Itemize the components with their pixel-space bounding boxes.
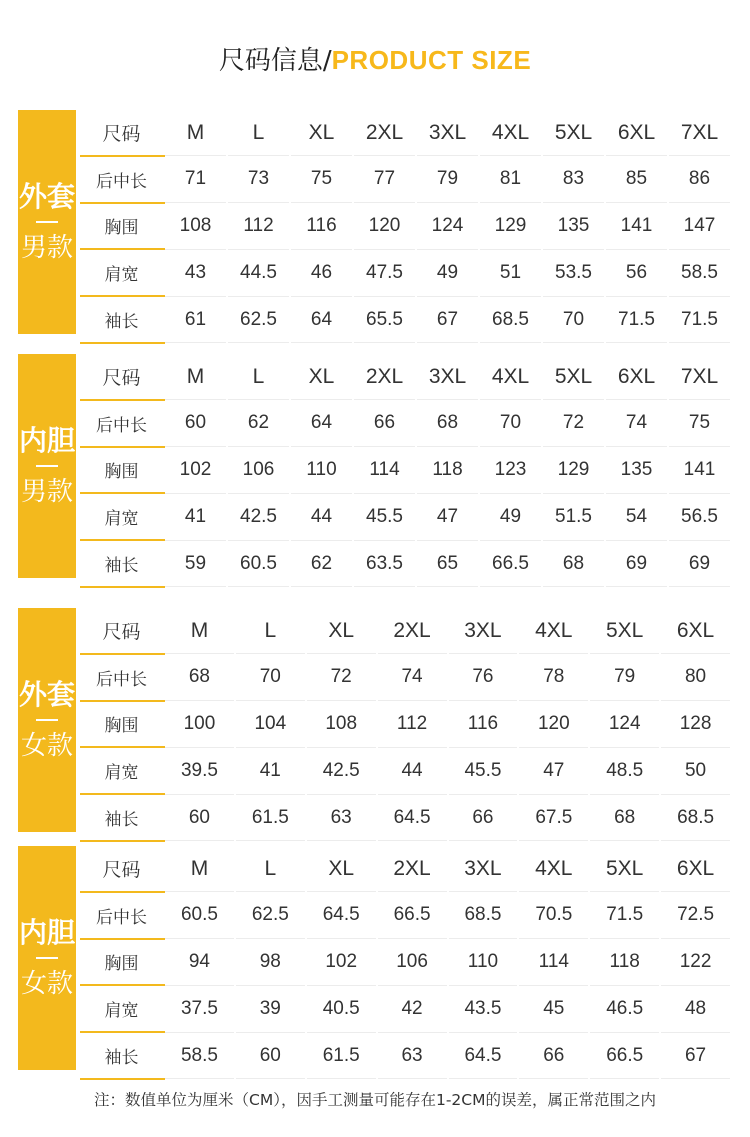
size-header-cell: XL (306, 608, 377, 654)
measurement-cell: 44 (290, 493, 353, 540)
table-header-row (80, 846, 731, 892)
measurement-cell: 76 (448, 654, 519, 701)
title-cn: 尺码信息/ (218, 46, 332, 76)
measurement-cell: 62.5 (235, 892, 306, 939)
measurement-cell: 44 (377, 747, 448, 794)
measurement-cell: 85 (605, 156, 668, 203)
label-dash (36, 957, 58, 959)
table-header-row (80, 608, 731, 654)
size-header-cell: 4XL (518, 846, 589, 892)
page-title (0, 42, 750, 79)
measurement-cell: 63 (377, 1032, 448, 1079)
measurement-cell: 48.5 (589, 747, 660, 794)
measurement-cell: 45 (518, 985, 589, 1032)
size-table (80, 110, 732, 344)
measurement-cell: 66 (448, 794, 519, 841)
measurement-cell: 44.5 (227, 249, 290, 296)
table-row (80, 794, 731, 841)
size-header-cell: 3XL (416, 354, 479, 400)
row-label: 尺码 (80, 608, 164, 654)
measurement-cell: 49 (416, 249, 479, 296)
table-row (80, 203, 731, 250)
size-table (80, 846, 732, 1080)
measurement-cell: 60.5 (227, 540, 290, 587)
measurement-cell: 72 (542, 400, 605, 447)
measurement-cell: 124 (416, 203, 479, 250)
measurement-cell: 47 (416, 493, 479, 540)
measurement-cell: 70 (235, 654, 306, 701)
measurement-cell: 67 (416, 296, 479, 343)
measurement-cell: 66.5 (589, 1032, 660, 1079)
measurement-cell: 68.5 (448, 892, 519, 939)
measurement-cell: 64.5 (377, 794, 448, 841)
size-header-cell: 3XL (448, 608, 519, 654)
measurement-cell: 58.5 (668, 249, 731, 296)
table-row (80, 1032, 731, 1079)
measurement-cell: 69 (605, 540, 668, 587)
measurement-cell: 141 (605, 203, 668, 250)
measurement-cell: 65.5 (353, 296, 416, 343)
measurement-cell: 72.5 (660, 892, 731, 939)
measurement-cell: 39.5 (164, 747, 235, 794)
measurement-cell: 129 (542, 447, 605, 494)
size-header-cell: 4XL (518, 608, 589, 654)
measurement-cell: 68 (164, 654, 235, 701)
measurement-cell: 108 (164, 203, 227, 250)
size-table (80, 608, 732, 842)
measurement-cell: 64 (290, 296, 353, 343)
label-top: 外套 (18, 180, 75, 213)
measurement-cell: 64.5 (306, 892, 377, 939)
table-row (80, 249, 731, 296)
row-label: 胸围 (80, 939, 164, 986)
size-header-cell: L (227, 354, 290, 400)
measurement-cell: 68.5 (479, 296, 542, 343)
table-header-row (80, 110, 731, 156)
measurement-cell: 40.5 (306, 985, 377, 1032)
measurement-cell: 102 (164, 447, 227, 494)
measurement-cell: 112 (377, 701, 448, 748)
measurement-cell: 61.5 (235, 794, 306, 841)
measurement-cell: 74 (377, 654, 448, 701)
size-header-cell: 2XL (353, 110, 416, 156)
size-header-cell: L (235, 846, 306, 892)
measurement-cell: 104 (235, 701, 306, 748)
size-header-cell: 2XL (377, 846, 448, 892)
size-header-cell: 5XL (542, 354, 605, 400)
measurement-cell: 41 (164, 493, 227, 540)
size-header-cell: XL (290, 354, 353, 400)
measurement-cell: 114 (353, 447, 416, 494)
row-label: 袖长 (80, 296, 164, 343)
measurement-cell: 114 (518, 939, 589, 986)
table-row (80, 701, 731, 748)
label-top: 内胆 (18, 916, 75, 949)
measurement-cell: 68 (542, 540, 605, 587)
measurement-cell: 94 (164, 939, 235, 986)
measurement-cell: 70 (479, 400, 542, 447)
measurement-cell: 110 (290, 447, 353, 494)
measurement-cell: 147 (668, 203, 731, 250)
size-header-cell: M (164, 110, 227, 156)
table-row (80, 654, 731, 701)
measurement-cell: 62 (227, 400, 290, 447)
measurement-cell: 98 (235, 939, 306, 986)
measurement-cell: 70 (542, 296, 605, 343)
measurement-cell: 73 (227, 156, 290, 203)
size-header-cell: 3XL (416, 110, 479, 156)
measurement-cell: 68 (416, 400, 479, 447)
block-label (18, 608, 76, 832)
measurement-cell: 60 (164, 794, 235, 841)
measurement-cell: 116 (290, 203, 353, 250)
row-label: 后中长 (80, 156, 164, 203)
row-label: 胸围 (80, 447, 164, 494)
row-label: 袖长 (80, 794, 164, 841)
measurement-cell: 102 (306, 939, 377, 986)
size-header-cell: 4XL (479, 110, 542, 156)
measurement-cell: 74 (605, 400, 668, 447)
row-label: 袖长 (80, 540, 164, 587)
size-header-cell: 6XL (660, 846, 731, 892)
size-header-cell: 4XL (479, 354, 542, 400)
measurement-cell: 110 (448, 939, 519, 986)
label-bottom: 男款 (20, 477, 73, 507)
size-header-cell: L (235, 608, 306, 654)
label-bottom: 女款 (20, 969, 73, 999)
row-label: 肩宽 (80, 747, 164, 794)
title-en: PRODUCT SIZE (331, 45, 532, 75)
measurement-cell: 54 (605, 493, 668, 540)
label-dash (36, 221, 58, 223)
measurement-cell: 129 (479, 203, 542, 250)
measurement-cell: 42.5 (306, 747, 377, 794)
measurement-cell: 45.5 (448, 747, 519, 794)
measurement-cell: 135 (605, 447, 668, 494)
measurement-cell: 120 (518, 701, 589, 748)
table-row (80, 747, 731, 794)
measurement-cell: 71.5 (605, 296, 668, 343)
measurement-cell: 71.5 (668, 296, 731, 343)
block-label (18, 110, 76, 334)
measurement-cell: 86 (668, 156, 731, 203)
size-header-cell: 6XL (605, 354, 668, 400)
row-label: 肩宽 (80, 493, 164, 540)
row-label: 尺码 (80, 846, 164, 892)
measurement-cell: 72 (306, 654, 377, 701)
size-header-cell: 5XL (542, 110, 605, 156)
size-header-cell: M (164, 846, 235, 892)
measurement-cell: 65 (416, 540, 479, 587)
measurement-cell: 75 (668, 400, 731, 447)
measurement-cell: 118 (589, 939, 660, 986)
label-top: 外套 (18, 678, 75, 711)
measurement-cell: 100 (164, 701, 235, 748)
label-bottom: 女款 (20, 731, 73, 761)
measurement-cell: 59 (164, 540, 227, 587)
measurement-cell: 64 (290, 400, 353, 447)
measurement-cell: 124 (589, 701, 660, 748)
measurement-cell: 47 (518, 747, 589, 794)
measurement-cell: 60.5 (164, 892, 235, 939)
measurement-cell: 63 (306, 794, 377, 841)
measurement-note: 注：数值单位为厘米（CM），因手工测量可能存在1-2CM的误差，属正常范围之内 (94, 1091, 656, 1109)
measurement-cell: 47.5 (353, 249, 416, 296)
row-label: 后中长 (80, 400, 164, 447)
measurement-cell: 56.5 (668, 493, 731, 540)
measurement-cell: 62 (290, 540, 353, 587)
row-label: 胸围 (80, 203, 164, 250)
measurement-cell: 41 (235, 747, 306, 794)
measurement-cell: 51.5 (542, 493, 605, 540)
measurement-cell: 46.5 (589, 985, 660, 1032)
size-header-cell: XL (306, 846, 377, 892)
measurement-cell: 83 (542, 156, 605, 203)
measurement-cell: 58.5 (164, 1032, 235, 1079)
measurement-cell: 123 (479, 447, 542, 494)
measurement-cell: 64.5 (448, 1032, 519, 1079)
size-header-cell: 7XL (668, 354, 731, 400)
measurement-cell: 66.5 (377, 892, 448, 939)
measurement-cell: 37.5 (164, 985, 235, 1032)
measurement-cell: 60 (164, 400, 227, 447)
table-row (80, 939, 731, 986)
measurement-cell: 43.5 (448, 985, 519, 1032)
table-row (80, 892, 731, 939)
measurement-cell: 66 (353, 400, 416, 447)
row-label: 肩宽 (80, 249, 164, 296)
measurement-cell: 71.5 (589, 892, 660, 939)
size-header-cell: L (227, 110, 290, 156)
measurement-cell: 128 (660, 701, 731, 748)
size-header-cell: XL (290, 110, 353, 156)
size-header-cell: 2XL (377, 608, 448, 654)
measurement-cell: 45.5 (353, 493, 416, 540)
measurement-cell: 56 (605, 249, 668, 296)
label-top: 内胆 (18, 424, 75, 457)
table-row (80, 400, 731, 447)
table-row (80, 985, 731, 1032)
row-label: 胸围 (80, 701, 164, 748)
size-table (80, 354, 732, 588)
table-row (80, 156, 731, 203)
measurement-cell: 61 (164, 296, 227, 343)
measurement-cell: 48 (660, 985, 731, 1032)
label-dash (36, 719, 58, 721)
measurement-cell: 50 (660, 747, 731, 794)
measurement-cell: 70.5 (518, 892, 589, 939)
table-row (80, 493, 731, 540)
measurement-cell: 61.5 (306, 1032, 377, 1079)
measurement-cell: 71 (164, 156, 227, 203)
measurement-cell: 53.5 (542, 249, 605, 296)
measurement-cell: 106 (227, 447, 290, 494)
measurement-cell: 62.5 (227, 296, 290, 343)
measurement-cell: 106 (377, 939, 448, 986)
row-label: 尺码 (80, 354, 164, 400)
measurement-cell: 112 (227, 203, 290, 250)
size-header-cell: M (164, 354, 227, 400)
measurement-cell: 141 (668, 447, 731, 494)
size-header-cell: 3XL (448, 846, 519, 892)
size-header-cell: 5XL (589, 846, 660, 892)
row-label: 袖长 (80, 1032, 164, 1079)
measurement-cell: 80 (660, 654, 731, 701)
table-row (80, 540, 731, 587)
table-row (80, 447, 731, 494)
size-header-cell: 5XL (589, 608, 660, 654)
measurement-cell: 69 (668, 540, 731, 587)
measurement-cell: 42 (377, 985, 448, 1032)
row-label: 后中长 (80, 892, 164, 939)
row-label: 尺码 (80, 110, 164, 156)
measurement-cell: 67 (660, 1032, 731, 1079)
measurement-cell: 39 (235, 985, 306, 1032)
table-header-row (80, 354, 731, 400)
row-label: 肩宽 (80, 985, 164, 1032)
measurement-cell: 122 (660, 939, 731, 986)
measurement-cell: 120 (353, 203, 416, 250)
label-bottom: 男款 (20, 233, 73, 263)
measurement-cell: 118 (416, 447, 479, 494)
measurement-cell: 68 (589, 794, 660, 841)
measurement-cell: 43 (164, 249, 227, 296)
size-header-cell: 7XL (668, 110, 731, 156)
size-header-cell: 2XL (353, 354, 416, 400)
measurement-cell: 63.5 (353, 540, 416, 587)
measurement-cell: 116 (448, 701, 519, 748)
measurement-cell: 135 (542, 203, 605, 250)
measurement-cell: 78 (518, 654, 589, 701)
measurement-cell: 68.5 (660, 794, 731, 841)
measurement-cell: 66.5 (479, 540, 542, 587)
measurement-cell: 108 (306, 701, 377, 748)
table-row (80, 296, 731, 343)
size-header-cell: M (164, 608, 235, 654)
size-header-cell: 6XL (605, 110, 668, 156)
measurement-cell: 51 (479, 249, 542, 296)
measurement-cell: 60 (235, 1032, 306, 1079)
measurement-cell: 75 (290, 156, 353, 203)
measurement-cell: 49 (479, 493, 542, 540)
block-label (18, 354, 76, 578)
measurement-cell: 79 (416, 156, 479, 203)
measurement-cell: 46 (290, 249, 353, 296)
size-header-cell: 6XL (660, 608, 731, 654)
measurement-cell: 42.5 (227, 493, 290, 540)
measurement-cell: 67.5 (518, 794, 589, 841)
measurement-cell: 77 (353, 156, 416, 203)
measurement-cell: 81 (479, 156, 542, 203)
block-label (18, 846, 76, 1070)
measurement-cell: 66 (518, 1032, 589, 1079)
label-dash (36, 465, 58, 467)
measurement-cell: 79 (589, 654, 660, 701)
row-label: 后中长 (80, 654, 164, 701)
